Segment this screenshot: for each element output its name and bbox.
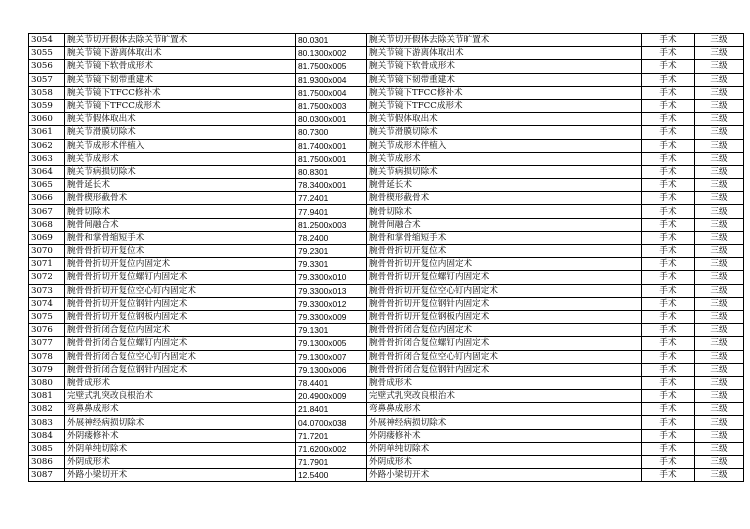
- row-number-cell: 3056: [29, 60, 65, 73]
- procedure-name-cell: 腕骨骨折切开复位术: [65, 245, 296, 258]
- procedure-name-cell: 腕关节成形术: [65, 152, 296, 165]
- category-cell: 手术: [642, 139, 695, 152]
- row-number-cell: 3077: [29, 337, 65, 350]
- category-cell: 手术: [642, 165, 695, 178]
- category-cell: 手术: [642, 34, 695, 47]
- category-cell: 手术: [642, 179, 695, 192]
- procedure-name-cell: 腕关节滑膜切除术: [65, 126, 296, 139]
- procedure-code-cell: 04.0700x038: [296, 416, 367, 429]
- category-cell: 手术: [642, 310, 695, 323]
- row-number-cell: 3062: [29, 139, 65, 152]
- procedure-name-repeat-cell: 弯鼻鼻成形术: [367, 403, 642, 416]
- row-number-cell: 3073: [29, 284, 65, 297]
- procedure-name-cell: 腕关节假体取出术: [65, 113, 296, 126]
- table-row: [29, 218, 744, 231]
- procedure-code-cell: 80.0300x001: [296, 113, 367, 126]
- table-row: [29, 99, 744, 112]
- procedure-name-repeat-cell: 腕骨骨折切开复位内固定术: [367, 258, 642, 271]
- row-number-cell: 3084: [29, 429, 65, 442]
- procedure-name-cell: 腕骨骨折闭合复位内固定术: [65, 324, 296, 337]
- table-row: [29, 324, 744, 337]
- procedure-code-cell: 21.8401: [296, 403, 367, 416]
- procedure-name-repeat-cell: 外阴瘘修补术: [367, 429, 642, 442]
- category-cell: 手术: [642, 376, 695, 389]
- procedure-name-repeat-cell: 腕骨骨折切开复位钢针内固定术: [367, 297, 642, 310]
- procedure-name-repeat-cell: 腕骨切除术: [367, 205, 642, 218]
- procedure-name-cell: 腕骨和掌骨缩短手术: [65, 231, 296, 244]
- table-row: [29, 297, 744, 310]
- category-cell: 手术: [642, 416, 695, 429]
- procedure-name-repeat-cell: 腕关节镜下TFCC修补术: [367, 86, 642, 99]
- grade-cell: 三级: [695, 350, 744, 363]
- procedure-code-cell: 77.2401: [296, 192, 367, 205]
- grade-cell: 三级: [695, 363, 744, 376]
- category-cell: 手术: [642, 152, 695, 165]
- row-number-cell: 3064: [29, 165, 65, 178]
- procedure-code-cell: 80.0301: [296, 34, 367, 47]
- category-cell: 手术: [642, 429, 695, 442]
- grade-cell: 三级: [695, 324, 744, 337]
- procedure-table: [28, 33, 744, 482]
- row-number-cell: 3081: [29, 390, 65, 403]
- procedure-name-repeat-cell: 腕骨间融合术: [367, 218, 642, 231]
- table-row: [29, 429, 744, 442]
- procedure-code-cell: 79.3300x009: [296, 310, 367, 323]
- category-cell: 手术: [642, 205, 695, 218]
- procedure-name-cell: 腕骨骨折闭合复位螺钉内固定术: [65, 337, 296, 350]
- procedure-name-repeat-cell: 腕骨骨折闭合复位螺钉内固定术: [367, 337, 642, 350]
- procedure-name-repeat-cell: 腕关节假体取出术: [367, 113, 642, 126]
- procedure-code-cell: 81.7400x001: [296, 139, 367, 152]
- row-number-cell: 3080: [29, 376, 65, 389]
- row-number-cell: 3055: [29, 47, 65, 60]
- category-cell: 手术: [642, 86, 695, 99]
- procedure-code-cell: 71.7901: [296, 456, 367, 469]
- procedure-name-repeat-cell: 完壁式乳突改良根治术: [367, 390, 642, 403]
- procedure-name-cell: 腕关节病损切除术: [65, 165, 296, 178]
- table-row: [29, 165, 744, 178]
- procedure-name-repeat-cell: 腕骨延长术: [367, 179, 642, 192]
- grade-cell: 三级: [695, 469, 744, 482]
- row-number-cell: 3065: [29, 179, 65, 192]
- procedure-name-cell: 腕骨楔形截骨术: [65, 192, 296, 205]
- procedure-name-cell: 完壁式乳突改良根治术: [65, 390, 296, 403]
- row-number-cell: 3068: [29, 218, 65, 231]
- category-cell: 手术: [642, 442, 695, 455]
- procedure-name-cell: 腕关节切开假体去除关节旷置术: [65, 34, 296, 47]
- grade-cell: 三级: [695, 86, 744, 99]
- row-number-cell: 3082: [29, 403, 65, 416]
- grade-cell: 三级: [695, 192, 744, 205]
- procedure-name-cell: 外阴成形术: [65, 456, 296, 469]
- category-cell: 手术: [642, 60, 695, 73]
- procedure-name-repeat-cell: 外阴成形术: [367, 456, 642, 469]
- row-number-cell: 3069: [29, 231, 65, 244]
- grade-cell: 三级: [695, 152, 744, 165]
- grade-cell: 三级: [695, 271, 744, 284]
- procedure-name-repeat-cell: 腕骨楔形截骨术: [367, 192, 642, 205]
- grade-cell: 三级: [695, 139, 744, 152]
- procedure-name-repeat-cell: 腕关节成形术伴植入: [367, 139, 642, 152]
- procedure-name-repeat-cell: 腕骨骨折闭合复位钢针内固定术: [367, 363, 642, 376]
- grade-cell: 三级: [695, 258, 744, 271]
- row-number-cell: 3087: [29, 469, 65, 482]
- table-row: [29, 363, 744, 376]
- category-cell: 手术: [642, 390, 695, 403]
- table-row: [29, 47, 744, 60]
- procedure-code-cell: 78.3400x001: [296, 179, 367, 192]
- grade-cell: 三级: [695, 245, 744, 258]
- category-cell: 手术: [642, 99, 695, 112]
- procedure-code-cell: 81.9300x004: [296, 73, 367, 86]
- procedure-code-cell: 12.5400: [296, 469, 367, 482]
- procedure-name-cell: 腕关节镜下TFCC成形术: [65, 99, 296, 112]
- procedure-code-cell: 79.3300x012: [296, 297, 367, 310]
- table-row: [29, 403, 744, 416]
- row-number-cell: 3054: [29, 34, 65, 47]
- grade-cell: 三级: [695, 376, 744, 389]
- row-number-cell: 3060: [29, 113, 65, 126]
- category-cell: 手术: [642, 258, 695, 271]
- procedure-name-repeat-cell: 腕骨骨折切开复位钢板内固定术: [367, 310, 642, 323]
- procedure-code-cell: 79.1300x007: [296, 350, 367, 363]
- procedure-name-repeat-cell: 外展神经病损切除术: [367, 416, 642, 429]
- table-row: [29, 284, 744, 297]
- procedure-name-repeat-cell: 腕骨和掌骨缩短手术: [367, 231, 642, 244]
- procedure-name-repeat-cell: 腕骨骨折闭合复位空心钉内固定术: [367, 350, 642, 363]
- grade-cell: 三级: [695, 231, 744, 244]
- procedure-code-cell: 80.8301: [296, 165, 367, 178]
- table-row: [29, 337, 744, 350]
- category-cell: 手术: [642, 231, 695, 244]
- row-number-cell: 3086: [29, 456, 65, 469]
- grade-cell: 三级: [695, 429, 744, 442]
- category-cell: 手术: [642, 245, 695, 258]
- procedure-name-repeat-cell: 腕关节镜下TFCC成形术: [367, 99, 642, 112]
- procedure-name-cell: 腕骨延长术: [65, 179, 296, 192]
- procedure-code-cell: 77.9401: [296, 205, 367, 218]
- category-cell: 手术: [642, 218, 695, 231]
- grade-cell: 三级: [695, 205, 744, 218]
- procedure-name-repeat-cell: 腕关节镜下软骨成形术: [367, 60, 642, 73]
- procedure-name-cell: 腕关节镜下韧带重建术: [65, 73, 296, 86]
- category-cell: 手术: [642, 297, 695, 310]
- category-cell: 手术: [642, 284, 695, 297]
- category-cell: 手术: [642, 192, 695, 205]
- table-row: [29, 152, 744, 165]
- table-row: [29, 60, 744, 73]
- grade-cell: 三级: [695, 284, 744, 297]
- category-cell: 手术: [642, 73, 695, 86]
- row-number-cell: 3058: [29, 86, 65, 99]
- grade-cell: 三级: [695, 60, 744, 73]
- category-cell: 手术: [642, 324, 695, 337]
- grade-cell: 三级: [695, 47, 744, 60]
- procedure-name-cell: 腕骨骨折切开复位螺钉内固定术: [65, 271, 296, 284]
- procedure-code-cell: 79.3300x010: [296, 271, 367, 284]
- table-row: [29, 86, 744, 99]
- procedure-name-cell: 外阴瘘修补术: [65, 429, 296, 442]
- category-cell: 手术: [642, 403, 695, 416]
- table-row: [29, 258, 744, 271]
- grade-cell: 三级: [695, 390, 744, 403]
- row-number-cell: 3070: [29, 245, 65, 258]
- procedure-name-cell: 腕关节镜下TFCC修补术: [65, 86, 296, 99]
- procedure-code-cell: 79.3300x013: [296, 284, 367, 297]
- procedure-name-repeat-cell: 腕关节镜下游离体取出术: [367, 47, 642, 60]
- row-number-cell: 3075: [29, 310, 65, 323]
- procedure-code-cell: 79.2301: [296, 245, 367, 258]
- table-row: [29, 245, 744, 258]
- grade-cell: 三级: [695, 218, 744, 231]
- grade-cell: 三级: [695, 403, 744, 416]
- procedure-code-cell: 20.4900x009: [296, 390, 367, 403]
- table-row: [29, 113, 744, 126]
- row-number-cell: 3057: [29, 73, 65, 86]
- procedure-name-cell: 腕骨骨折切开复位空心钉内固定术: [65, 284, 296, 297]
- procedure-code-cell: 71.6200x002: [296, 442, 367, 455]
- procedure-name-cell: 外路小梁切开术: [65, 469, 296, 482]
- procedure-code-cell: 79.1301: [296, 324, 367, 337]
- row-number-cell: 3066: [29, 192, 65, 205]
- category-cell: 手术: [642, 271, 695, 284]
- category-cell: 手术: [642, 456, 695, 469]
- grade-cell: 三级: [695, 73, 744, 86]
- procedure-code-cell: 81.7500x001: [296, 152, 367, 165]
- procedure-name-repeat-cell: 外路小梁切开术: [367, 469, 642, 482]
- procedure-name-cell: 腕关节镜下软骨成形术: [65, 60, 296, 73]
- procedure-name-cell: 弯鼻鼻成形术: [65, 403, 296, 416]
- table-row: [29, 126, 744, 139]
- procedure-code-cell: 81.7500x004: [296, 86, 367, 99]
- procedure-code-cell: 81.7500x005: [296, 60, 367, 73]
- procedure-name-cell: 腕骨骨折切开复位钢板内固定术: [65, 310, 296, 323]
- category-cell: 手术: [642, 337, 695, 350]
- grade-cell: 三级: [695, 99, 744, 112]
- grade-cell: 三级: [695, 165, 744, 178]
- row-number-cell: 3063: [29, 152, 65, 165]
- row-number-cell: 3083: [29, 416, 65, 429]
- grade-cell: 三级: [695, 337, 744, 350]
- row-number-cell: 3072: [29, 271, 65, 284]
- procedure-code-cell: 79.1300x006: [296, 363, 367, 376]
- procedure-name-repeat-cell: 腕骨骨折切开复位螺钉内固定术: [367, 271, 642, 284]
- table-row: [29, 416, 744, 429]
- grade-cell: 三级: [695, 179, 744, 192]
- procedure-name-repeat-cell: 外阴单纯切除术: [367, 442, 642, 455]
- table-row: [29, 139, 744, 152]
- grade-cell: 三级: [695, 442, 744, 455]
- table-row: [29, 34, 744, 47]
- procedure-code-cell: 80.1300x002: [296, 47, 367, 60]
- category-cell: 手术: [642, 469, 695, 482]
- procedure-name-cell: 腕骨骨折闭合复位钢针内固定术: [65, 363, 296, 376]
- grade-cell: 三级: [695, 126, 744, 139]
- table-row: [29, 179, 744, 192]
- row-number-cell: 3059: [29, 99, 65, 112]
- procedure-code-cell: 79.3301: [296, 258, 367, 271]
- procedure-name-repeat-cell: 腕骨骨折切开复位空心钉内固定术: [367, 284, 642, 297]
- procedure-code-cell: 79.1300x005: [296, 337, 367, 350]
- grade-cell: 三级: [695, 310, 744, 323]
- procedure-name-cell: 腕骨成形术: [65, 376, 296, 389]
- procedure-name-cell: 腕关节镜下游离体取出术: [65, 47, 296, 60]
- table-row: [29, 469, 744, 482]
- procedure-name-repeat-cell: 腕骨骨折闭合复位内固定术: [367, 324, 642, 337]
- category-cell: 手术: [642, 363, 695, 376]
- procedure-name-cell: 外阴单纯切除术: [65, 442, 296, 455]
- table-row: [29, 390, 744, 403]
- table-row: [29, 456, 744, 469]
- procedure-code-cell: 78.2400: [296, 231, 367, 244]
- procedure-name-repeat-cell: 腕关节滑膜切除术: [367, 126, 642, 139]
- table-row: [29, 73, 744, 86]
- row-number-cell: 3067: [29, 205, 65, 218]
- procedure-table-body: [29, 34, 744, 482]
- table-row: [29, 376, 744, 389]
- grade-cell: 三级: [695, 416, 744, 429]
- procedure-code-cell: 80.7300: [296, 126, 367, 139]
- row-number-cell: 3076: [29, 324, 65, 337]
- procedure-name-repeat-cell: 腕关节切开假体去除关节旷置术: [367, 34, 642, 47]
- table-row: [29, 271, 744, 284]
- procedure-name-cell: 腕骨骨折切开复位钢针内固定术: [65, 297, 296, 310]
- procedure-name-repeat-cell: 腕关节病损切除术: [367, 165, 642, 178]
- category-cell: 手术: [642, 350, 695, 363]
- category-cell: 手术: [642, 113, 695, 126]
- row-number-cell: 3074: [29, 297, 65, 310]
- procedure-name-cell: 腕骨间融合术: [65, 218, 296, 231]
- procedure-name-cell: 腕关节成形术伴植入: [65, 139, 296, 152]
- table-row: [29, 442, 744, 455]
- grade-cell: 三级: [695, 113, 744, 126]
- grade-cell: 三级: [695, 34, 744, 47]
- procedure-name-repeat-cell: 腕关节镜下韧带重建术: [367, 73, 642, 86]
- row-number-cell: 3078: [29, 350, 65, 363]
- table-row: [29, 350, 744, 363]
- procedure-name-cell: 腕骨骨折闭合复位空心钉内固定术: [65, 350, 296, 363]
- procedure-name-repeat-cell: 腕骨骨折切开复位术: [367, 245, 642, 258]
- table-row: [29, 231, 744, 244]
- procedure-code-cell: 71.7201: [296, 429, 367, 442]
- procedure-name-repeat-cell: 腕关节成形术: [367, 152, 642, 165]
- procedure-code-cell: 81.7500x003: [296, 99, 367, 112]
- procedure-name-repeat-cell: 腕骨成形术: [367, 376, 642, 389]
- category-cell: 手术: [642, 47, 695, 60]
- procedure-name-cell: 外展神经病损切除术: [65, 416, 296, 429]
- procedure-name-cell: 腕骨切除术: [65, 205, 296, 218]
- table-row: [29, 310, 744, 323]
- procedure-code-cell: 81.2500x003: [296, 218, 367, 231]
- row-number-cell: 3079: [29, 363, 65, 376]
- row-number-cell: 3061: [29, 126, 65, 139]
- table-row: [29, 205, 744, 218]
- grade-cell: 三级: [695, 456, 744, 469]
- procedure-code-cell: 78.4401: [296, 376, 367, 389]
- table-row: [29, 192, 744, 205]
- grade-cell: 三级: [695, 297, 744, 310]
- category-cell: 手术: [642, 126, 695, 139]
- row-number-cell: 3071: [29, 258, 65, 271]
- procedure-name-cell: 腕骨骨折切开复位内固定术: [65, 258, 296, 271]
- row-number-cell: 3085: [29, 442, 65, 455]
